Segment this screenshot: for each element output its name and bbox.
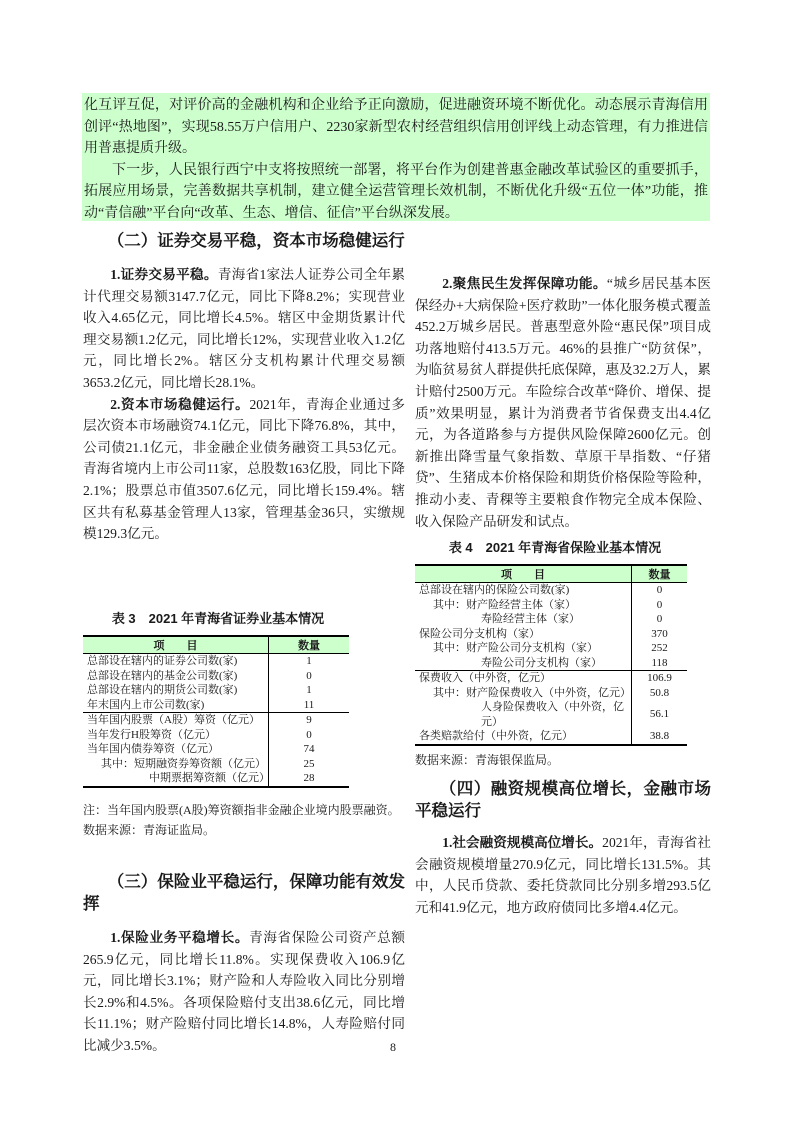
row-label: 总部设在辖内的基金公司数(家) [87,669,238,682]
highlight-box [82,93,710,221]
row-value: 0 [632,612,688,627]
row-label: 当年国内股票（A股）筹资（亿元） [83,713,269,728]
row-label: 总部设在辖内的期货公司数(家) [87,684,238,696]
row-value: 38.8 [632,729,688,745]
table-row [415,598,687,613]
column-header: 项 目 [83,636,269,654]
paragraph-text: 青海省保险公司资产总额265.9亿元，同比增长11.8%。实现保费收入106.9亿元，同比增长3.1%；财产险和人寿险收入同比分别增长2.9%和4.5%。各项保险赔付支出38.6亿元，同比增长11.1%；财产险赔付同比增长14.8%，人寿险赔付同比减少3.5%。 [83,930,405,1053]
row-value: 1 [269,654,350,669]
table3 [83,608,353,788]
page-number: 8 [390,1040,396,1054]
securities-table [83,635,349,788]
row-value: 74 [269,742,350,757]
row-value: 106.9 [632,671,688,686]
row-value: 370 [632,627,688,642]
table-row [415,700,687,729]
table-title: 表 3 2021 年青海省证券业基本情况 [111,611,325,626]
row-value: 0 [632,583,688,598]
row-value: 56.1 [632,700,688,729]
row-label: 其中：财产险经营主体（家） [433,598,576,611]
row-value: 252 [632,641,688,656]
row-label: 寿险公司分支机构（家） [481,656,602,669]
row-value: 118 [632,656,688,671]
highlight-paragraph: 化互评互促，对评价高的金融机构和企业给予正向激励，促进融资环境不断优化。动态展示青海信用创评“热地图”，实现58.55万户信用户、2230家新型农村经营组织信用创评线上动态管理，有力推进信用普惠提质升级。 [84,98,708,156]
section-heading: （四）融资规模高位增长，金融市场平稳运行 [415,780,711,820]
row-label: 其中：财产险公司分支机构（家） [433,642,598,654]
insurance-table [415,564,687,746]
row-value: 11 [269,698,350,713]
table-row [415,656,687,671]
table-row [415,583,687,598]
table3-notes [83,800,405,840]
left-column-lower [83,871,405,1057]
data-source: 数据来源：青海银保监局。 [415,752,560,767]
table-row [83,698,349,713]
paragraph-text: 2021年，青海省社会融资规模增量270.9亿元，同比增长131.5%。其中，人民币贷款、委托贷款同比分别多增293.5亿元和41.9亿元，地方政府债同比多增4.4亿元。 [415,835,711,915]
row-label: 总部设在辖内的保险公司数(家) [419,584,570,596]
row-label: 当年发行H股筹资（亿元） [87,728,216,741]
row-label: 总部设在辖内的证券公司数(家) [87,655,238,667]
row-label: 其中：短期融资券筹资额（亿元） [101,757,266,770]
column-header: 数量 [632,565,688,583]
row-label: 保费收入（中外资，亿元） [415,671,632,686]
row-label: 当年国内债券筹资（亿元） [87,743,219,755]
right-column [415,230,711,532]
paragraph [415,832,711,918]
row-label: 人身险保费收入（中外资，亿元） [481,701,624,728]
table-row [415,686,687,701]
section-heading: （三）保险业平稳运行，保障功能有效发挥 [83,873,405,913]
row-value: 28 [269,771,350,787]
row-label: 其中：财产险保费收入（中外资，亿元） [433,686,631,699]
row-value: 50.8 [632,686,688,701]
table-note: 注：当年国内股票(A股)筹资额指非金融企业境内股票融资。 [83,803,400,817]
table-row [415,627,687,642]
paragraph-text: 2021年，青海企业通过多层次资本市场融资74.1亿元，同比下降76.8%，其中，公司债21.1亿元，非金融企业债务融资工具53亿元。青海省境内上市公司11家，总股数163亿股，同比下降2.1%；股票总市值3507.6亿元，同比增长159.4%。辖区共有私募基金管理人13家，管理基金36只，实缴规模129.3亿元。 [83,396,406,542]
table-row [83,669,349,684]
paragraph [415,273,711,532]
table-row [83,654,349,669]
paragraph-lead: 1.社会融资规模高位增长。 [442,835,603,850]
table-row [83,683,349,698]
paragraph-lead: 2.资本市场稳健运行。 [110,396,250,412]
row-value: 25 [269,757,350,772]
row-value: 0 [269,669,350,684]
row-label: 年末国内上市公司数(家) [87,698,205,711]
row-label: 各类赔款给付（中外资，亿元） [415,729,632,745]
table-row [415,729,687,745]
table-row [83,757,349,772]
table-row [83,728,349,743]
section-heading: （二）证券交易平稳，资本市场稳健运行 [107,232,405,250]
table-row [415,641,687,656]
row-value: 9 [269,713,350,728]
row-value: 1 [269,683,350,698]
paragraph [83,927,405,1057]
paragraph-lead: 1.保险业务平稳增长。 [110,930,250,945]
row-label: 寿险经营主体（家） [481,613,580,625]
paragraph-lead: 2.聚焦民生发挥保障功能。 [442,276,607,291]
table-title: 表 4 2021 年青海省保险业基本情况 [448,540,662,555]
left-column [83,230,405,545]
row-value: 0 [269,728,350,743]
table4 [415,537,695,770]
right-column-lower [415,778,711,918]
table-row [83,713,349,728]
paragraph [83,264,405,394]
paragraph-text: “城乡居民基本医保经办+大病保险+医疗救助”一体化服务模式覆盖452.2万城乡居民。普惠型意外险“惠民保”项目成功落地赔付413.5万元。46%的县推广“防贫保”，为临贫易贫人群提供托底保障，惠及32.2万人，累计赔付2500万元。车险综合改革“降价、增保、提质”效果明显，累计为消费者节省保费支出4.4亿元，为各道路参与方提供风险保障2600亿元。创新推出降雪量气象指数、草原干旱指数、“仔猪贷”、生猪成本价格保险和期货价格保险等险种，推动小麦、青稞等主要粮食作物完全成本保险、收入保险产品研发和试点。 [415,276,711,529]
table-row [83,742,349,757]
table-row [83,771,349,787]
data-source: 数据来源：青海证监局。 [83,823,216,837]
column-header: 项 目 [415,565,632,583]
row-label: 中期票据筹资额（亿元） [83,771,269,787]
table-row [415,612,687,627]
highlight-paragraph: 下一步，人民银行西宁中支将按照统一部署，将平台作为创建普惠金融改革试验区的重要抓手，拓展应用场景，完善数据共享机制，建立健全运营管理长效机制，不断优化升级“五位一体”功能，推动“青信融”平台向“改革、生态、增信、征信”平台纵深发展。 [84,162,708,221]
row-value: 0 [632,598,688,613]
table-row [415,671,687,686]
column-header: 数量 [269,636,350,654]
paragraph-continued [415,230,711,273]
paragraph-text: 青海省1家法人证券公司全年累计代理交易额3147.7亿元，同比下降8.2%；实现营业收入4.65亿元，同比增长4.5%。辖区中金期货累计代理交易额1.2亿元，同比增长12%，实现营业收入1.2亿元，同比增长2%。辖区分支机构累计代理交易额3653.2亿元，同比增长28.1%。 [83,267,406,390]
paragraph [83,394,405,545]
row-label: 保险公司分支机构（家） [419,627,540,640]
paragraph-lead: 1.证券交易平稳。 [110,267,218,282]
